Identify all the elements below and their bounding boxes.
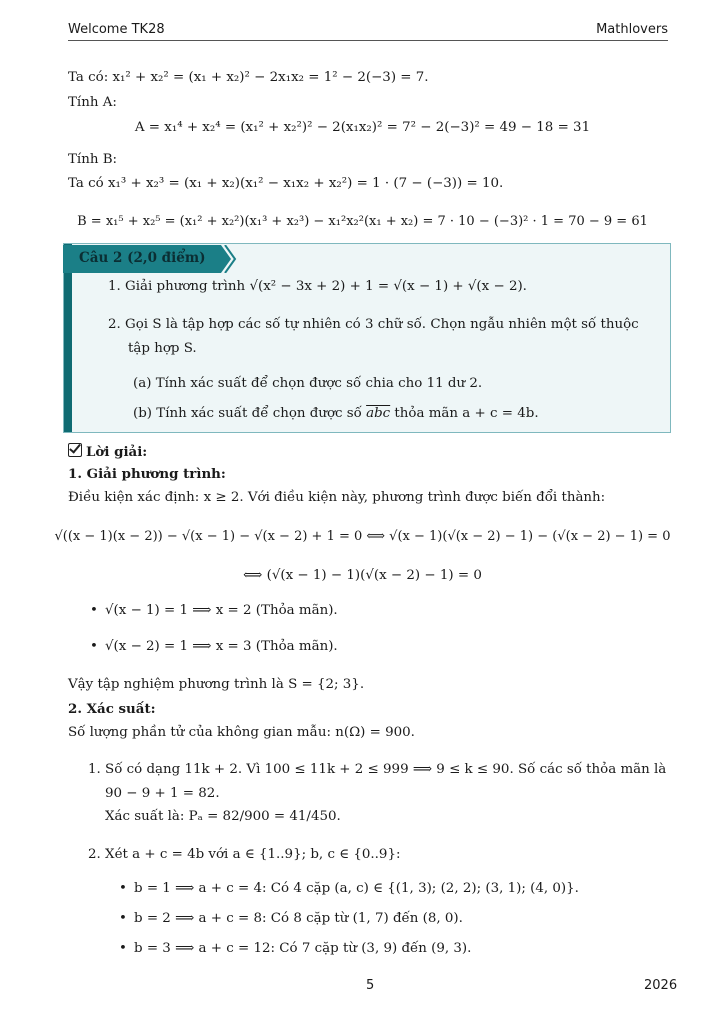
list-item-1: 1. Số có dạng 11k + 2. Vì 100 ≤ 11k + 2 ≤ 999 ⟹ 9 ≤ k ≤ 90. Số các số thỏa mãn là	[88, 762, 667, 777]
list-item-1-prob: Xác suất là: Pₐ = 82/900 = 41/450.	[105, 809, 341, 824]
text-line: Tính B:	[68, 152, 118, 167]
problem-item-2: 2. Gọi S là tập hợp các số tự nhiên có 3 chữ số. Chọn ngẫu nhiên một số thuộc	[108, 317, 639, 332]
footer-year: 2026	[644, 978, 678, 993]
text-line: Ta có x₁³ + x₂³ = (x₁ + x₂)(x₁² − x₁x₂ + x₂²) = 1 · (7 − (−3)) = 10.	[68, 176, 504, 191]
text-line: Ta có: x₁² + x₂² = (x₁ + x₂)² − 2x₁x₂ = 1² − 2(−3) = 7.	[68, 70, 429, 85]
bullet-item: • √(x − 1) = 1 ⟹ x = 2 (Thỏa mãn).	[105, 602, 338, 620]
equation-a: A = x₁⁴ + x₂⁴ = (x₁² + x₂²)² − 2(x₁x₂)² = 7² − 2(−3)² = 49 − 18 = 31	[134, 120, 591, 135]
bullet-item: • b = 1 ⟹ a + c = 4: Có 4 cặp (a, c) ∈ {(1, 3); (2, 2); (3, 1); (4, 0)}.	[134, 880, 579, 898]
equation-b: B = x₁⁵ + x₂⁵ = (x₁² + x₂²)(x₁³ + x₂³) − x₁²x₂²(x₁ + x₂) = 7 · 10 − (−3)² · 1 = 70 − 9 = 61	[77, 214, 648, 229]
bullet-item: • √(x − 2) = 1 ⟹ x = 3 (Thỏa mãn).	[105, 638, 338, 656]
page-number: 5	[366, 978, 375, 993]
text-line: Số lượng phần tử của không gian mẫu: n(Ω) = 900.	[68, 725, 415, 740]
text-line: Điều kiện xác định: x ≥ 2. Với điều kiện này, phương trình được biến đổi thành:	[68, 490, 606, 505]
list-item-2: 2. Xét a + c = 4b với a ∈ {1..9}; b, c ∈ {0..9}:	[88, 847, 401, 862]
subitem-b-condition: thỏa mãn a + c = 4b.	[390, 406, 539, 421]
problem-tag-label: Câu 2 (2,0 điểm)	[79, 250, 206, 266]
list-item-1-cont: 90 − 9 + 1 = 82.	[105, 786, 220, 801]
problem-subitem-a: (a) Tính xác suất để chọn được số chia cho 11 dư 2.	[133, 376, 483, 391]
problem-item-1: 1. Giải phương trình √(x² − 3x + 2) + 1 = √(x − 1) + √(x − 2).	[108, 279, 527, 294]
checkbox-icon	[68, 443, 82, 457]
abc-overline: $\overline{abc}$	[366, 406, 391, 421]
problem-tag	[63, 245, 233, 272]
bullet-item: • b = 2 ⟹ a + c = 8: Có 8 cặp từ (1, 7) đến (8, 0).	[134, 910, 463, 928]
header-right: Mathlovers	[596, 22, 668, 37]
page-header	[68, 22, 668, 41]
problem-item-2-cont: tập hợp S.	[128, 341, 197, 356]
text-line: Tính A:	[68, 95, 117, 110]
section-heading-2: 2. Xác suất:	[68, 701, 156, 717]
equation-transform: √((x − 1)(x − 2)) − √(x − 1) − √(x − 2) + 1 = 0 ⟺ √(x − 1)(√(x − 2) − 1) − (√(x − 2) − 1) = 0	[54, 529, 671, 544]
solution-heading-label: Lời giải:	[86, 444, 148, 460]
header-left: Welcome TK28	[68, 22, 165, 37]
subitem-b-text: (b) Tính xác suất để chọn được số	[133, 406, 367, 421]
problem-subitem-b	[133, 405, 539, 423]
bullet-item: • b = 3 ⟹ a + c = 12: Có 7 cặp từ (3, 9) đến (9, 3).	[134, 940, 471, 958]
solution-heading	[68, 442, 147, 461]
section-heading-1: 1. Giải phương trình:	[68, 466, 226, 482]
text-line: Vậy tập nghiệm phương trình là S = {2; 3}.	[68, 677, 365, 692]
equation-factored: ⟺ (√(x − 1) − 1)(√(x − 2) − 1) = 0	[243, 568, 482, 583]
